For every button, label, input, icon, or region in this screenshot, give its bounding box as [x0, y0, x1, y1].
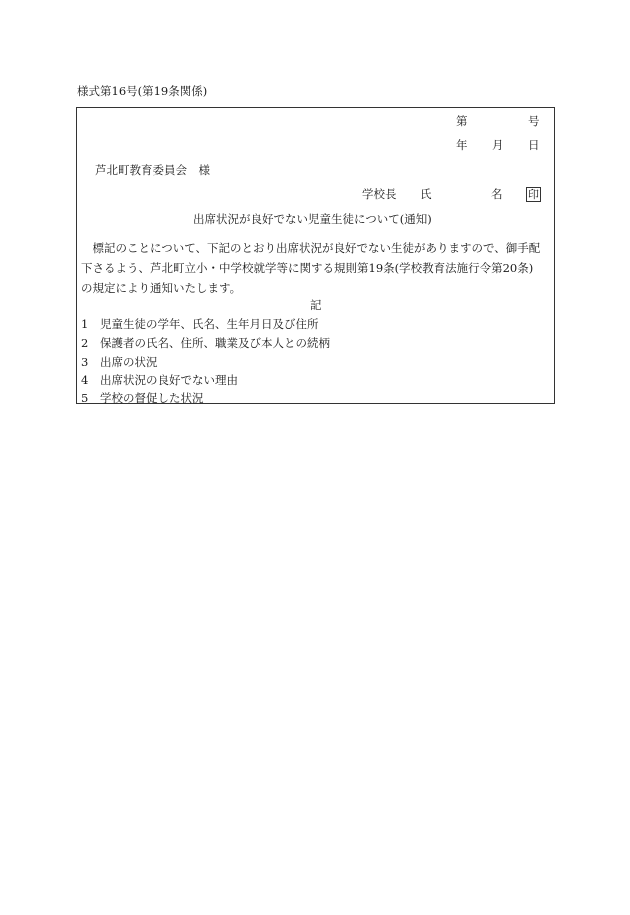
item-text: 出席状況の良好でない理由 — [100, 373, 238, 387]
date-month: 月 — [492, 138, 504, 152]
addressee: 芦北町教育委員会 様 — [95, 163, 210, 177]
item-number: 2 — [81, 336, 89, 350]
item-text: 児童生徒の学年、氏名、生年月日及び住所 — [100, 317, 319, 331]
item-text: 保護者の氏名、住所、職業及び本人との続柄 — [100, 336, 330, 350]
list-item — [81, 393, 204, 405]
number-go: 号 — [528, 114, 540, 128]
body-line: 標記のことについて、下記のとおり出席状況が良好でない生徒がありますので、御手配 — [81, 241, 541, 255]
sender-title: 学校長 — [362, 187, 397, 201]
item-number: 1 — [81, 317, 89, 331]
seal-label: 印 — [528, 188, 539, 201]
list-item — [81, 375, 238, 387]
item-text: 学校の督促した状況 — [100, 391, 204, 405]
body-line: 下さるよう、芦北町立小・中学校就学等に関する規則第19条(学校教育法施行令第20条) — [81, 261, 534, 275]
sender-shi: 氏 — [420, 187, 432, 201]
ki-heading: 記 — [310, 298, 322, 312]
sender-mei: 名 — [491, 187, 503, 201]
item-number: 5 — [81, 391, 89, 405]
item-text: 出席の状況 — [100, 355, 158, 369]
list-item — [81, 338, 330, 350]
item-number: 3 — [81, 355, 89, 369]
list-item — [81, 319, 319, 331]
item-number: 4 — [81, 373, 89, 387]
date-year: 年 — [456, 138, 468, 152]
form-number-label: 様式第16号(第19条関係) — [77, 84, 208, 98]
list-item — [81, 357, 158, 369]
seal-mark — [526, 187, 541, 202]
date-day: 日 — [528, 138, 540, 152]
document-title: 出席状況が良好でない児童生徒について(通知) — [193, 212, 432, 226]
number-dai: 第 — [456, 114, 468, 128]
body-paragraph — [81, 238, 553, 298]
body-line: の規定により通知いたします。 — [81, 281, 242, 295]
